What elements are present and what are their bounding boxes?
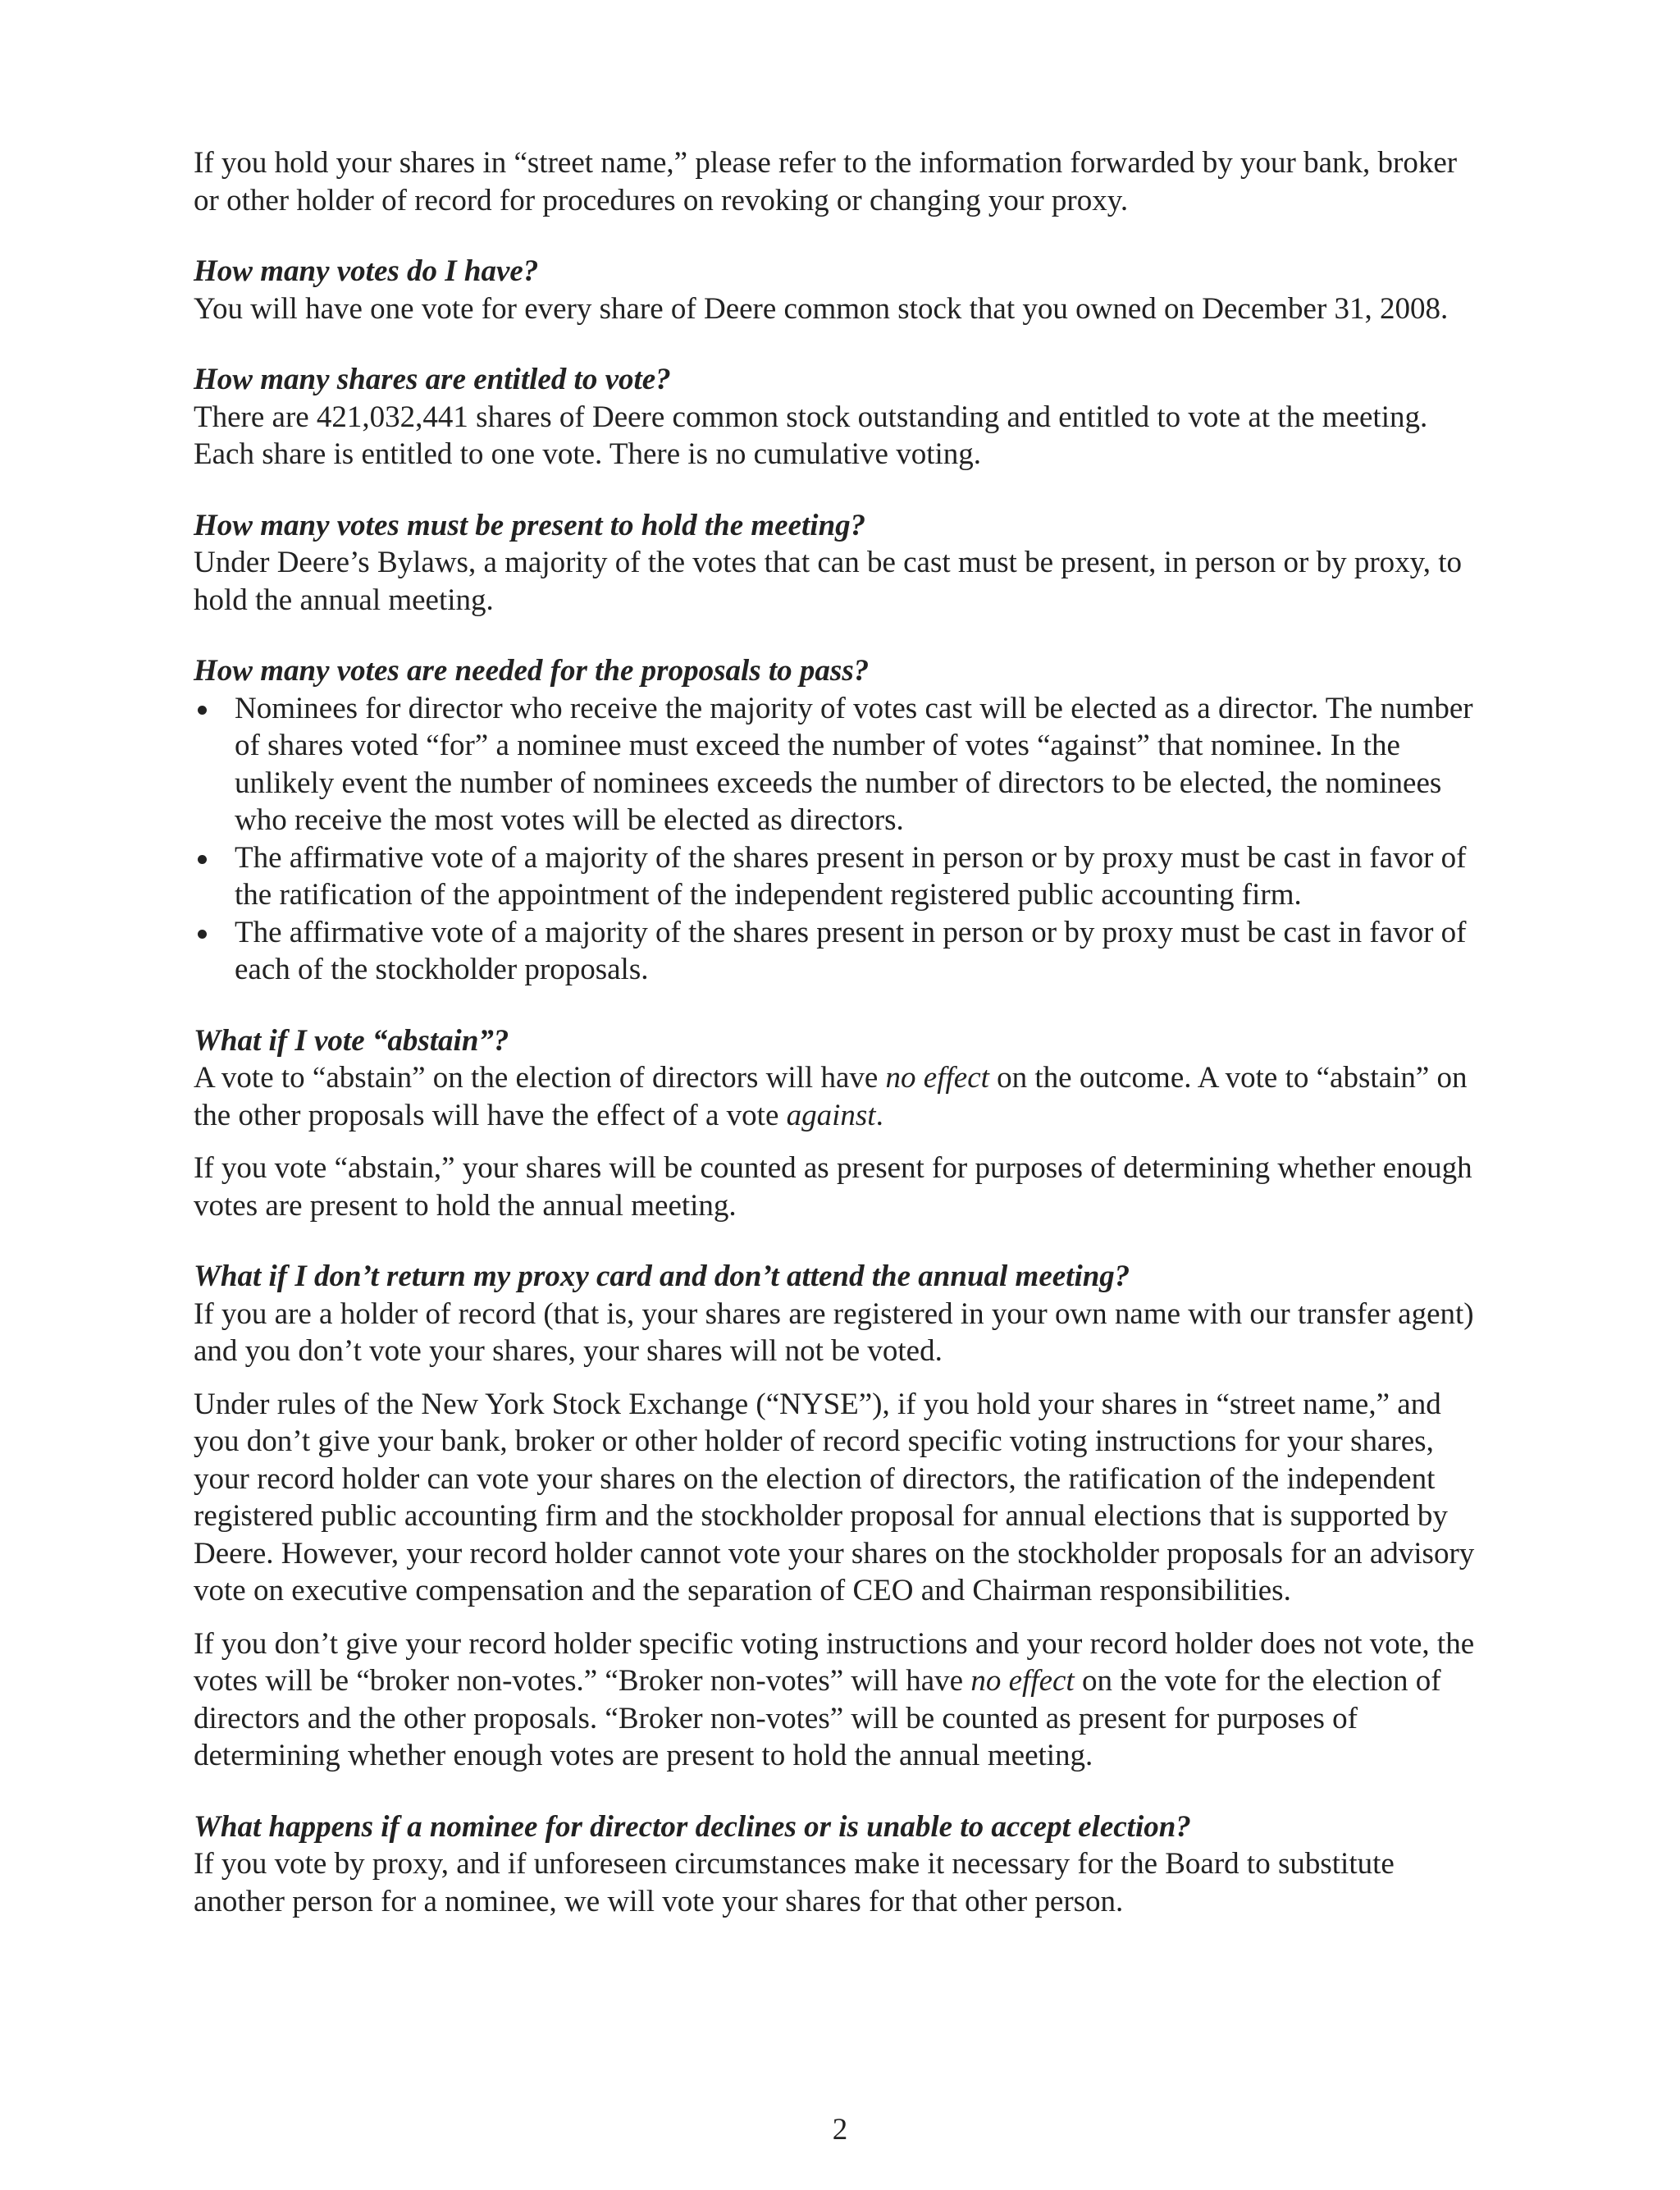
bullet-item <box>194 839 1486 914</box>
bullet-text: The affirmative vote of a majority of the shares present in person or by proxy must be cast in favor of each of the stockholder proposals. <box>235 915 1467 986</box>
bullet-item <box>194 690 1486 839</box>
bullet-text: Nominees for director who receive the majority of votes cast will be elected as a director. The number of shares voted “for” a nominee must exceed the number of votes “against” that nominee. In the unlikely event the number of nominees exceeds the number of directors to be elected, the nominees who receive the most votes will be elected as directors. <box>235 691 1473 837</box>
intro-paragraph: If you hold your shares in “street name,” please refer to the information forwarded by your bank, broker or other holder of record for procedures on revoking or changing your proxy. <box>194 146 1458 217</box>
text-run: A vote to “abstain” on the election of directors will have <box>194 1061 886 1095</box>
section-no-return <box>194 1258 1486 1775</box>
emphasis-text: against <box>786 1098 876 1132</box>
question-heading: How many shares are entitled to vote? <box>194 363 671 396</box>
answer-paragraph: If you vote “abstain,” your shares will be counted as present for purposes of determining whether enough votes are present to hold the annual meeting. <box>194 1151 1472 1223</box>
answer-paragraph: Under Deere’s Bylaws, a majority of the votes that can be cast must be present, in person or by proxy, to hold the annual meeting. <box>194 546 1463 617</box>
question-heading: How many votes must be present to hold the meeting? <box>194 508 866 542</box>
text-run: . <box>875 1098 883 1132</box>
bullet-text: The affirmative vote of a majority of the shares present in person or by proxy must be cast in favor of the ratification of the appointment of the independent registered public accounting firm. <box>235 840 1467 912</box>
text-run: on the vote for the election of directors and the other proposals. “Broker non-votes” will be counted as present for purposes of determining whether enough votes are present to hold the annual meeting. <box>194 1664 1441 1772</box>
question-heading: How many votes are needed for the proposals to pass? <box>194 654 870 688</box>
text-run: If you don’t give your record holder specific voting instructions and your record holder does not vote, the votes will be “broker non-votes.” “Broker non-votes” will have <box>194 1626 1475 1698</box>
answer-paragraph <box>194 1625 1486 1775</box>
question-heading: How many votes do I have? <box>194 254 539 288</box>
question-heading: What if I vote “abstain”? <box>194 1023 509 1058</box>
page-body <box>194 144 1486 1920</box>
question-heading: What happens if a nominee for director declines or is unable to accept election? <box>194 1809 1191 1844</box>
section-nominee-declines <box>194 1808 1486 1921</box>
emphasis-text: no effect <box>885 1061 989 1095</box>
question-heading: What if I don’t return my proxy card and don’t attend the annual meeting? <box>194 1260 1130 1293</box>
section-abstain <box>194 1022 1486 1225</box>
answer-paragraph: Under rules of the New York Stock Exchange (“NYSE”), if you hold your shares in “street name,” and you don’t give your bank, broker or other holder of record specific voting instructions for your shares, your record holder can vote your shares on the election of directors, the ratification of the independent registered public accounting firm and the stockholder proposal for annual elections that is supported by Deere. However, your record holder cannot vote your shares on the stockholder proposals for an advisory vote on executive compensation and the separation of CEO and Chairman responsibilities. <box>194 1387 1475 1607</box>
text-run: on the outcome. A vote to “abstain” on the other proposals will have the effect of a vote <box>194 1061 1468 1132</box>
bullet-item <box>194 914 1486 989</box>
answer-paragraph: If you are a holder of record (that is, your shares are registered in your own name with our transfer agent) and you don’t vote your shares, your shares will not be voted. <box>194 1296 1474 1368</box>
section-votes-per-share <box>194 253 1486 327</box>
section-shares-entitled <box>194 361 1486 473</box>
answer-paragraph <box>194 1059 1486 1134</box>
emphasis-text: no effect <box>970 1664 1075 1698</box>
answer-paragraph: If you vote by proxy, and if unforeseen circumstances make it necessary for the Board to substitute another person for a nominee, we will vote your shares for that other person. <box>194 1847 1395 1918</box>
bullet-list <box>194 690 1486 989</box>
section-votes-needed <box>194 652 1486 989</box>
section-quorum <box>194 507 1486 620</box>
answer-paragraph: You will have one vote for every share of Deere common stock that you owned on December 31, 2008. <box>194 291 1449 326</box>
answer-paragraph: There are 421,032,441 shares of Deere common stock outstanding and entitled to vote at the meeting. Each share is entitled to one vote. There is no cumulative voting. <box>194 400 1428 471</box>
page-number: 2 <box>832 2113 848 2147</box>
